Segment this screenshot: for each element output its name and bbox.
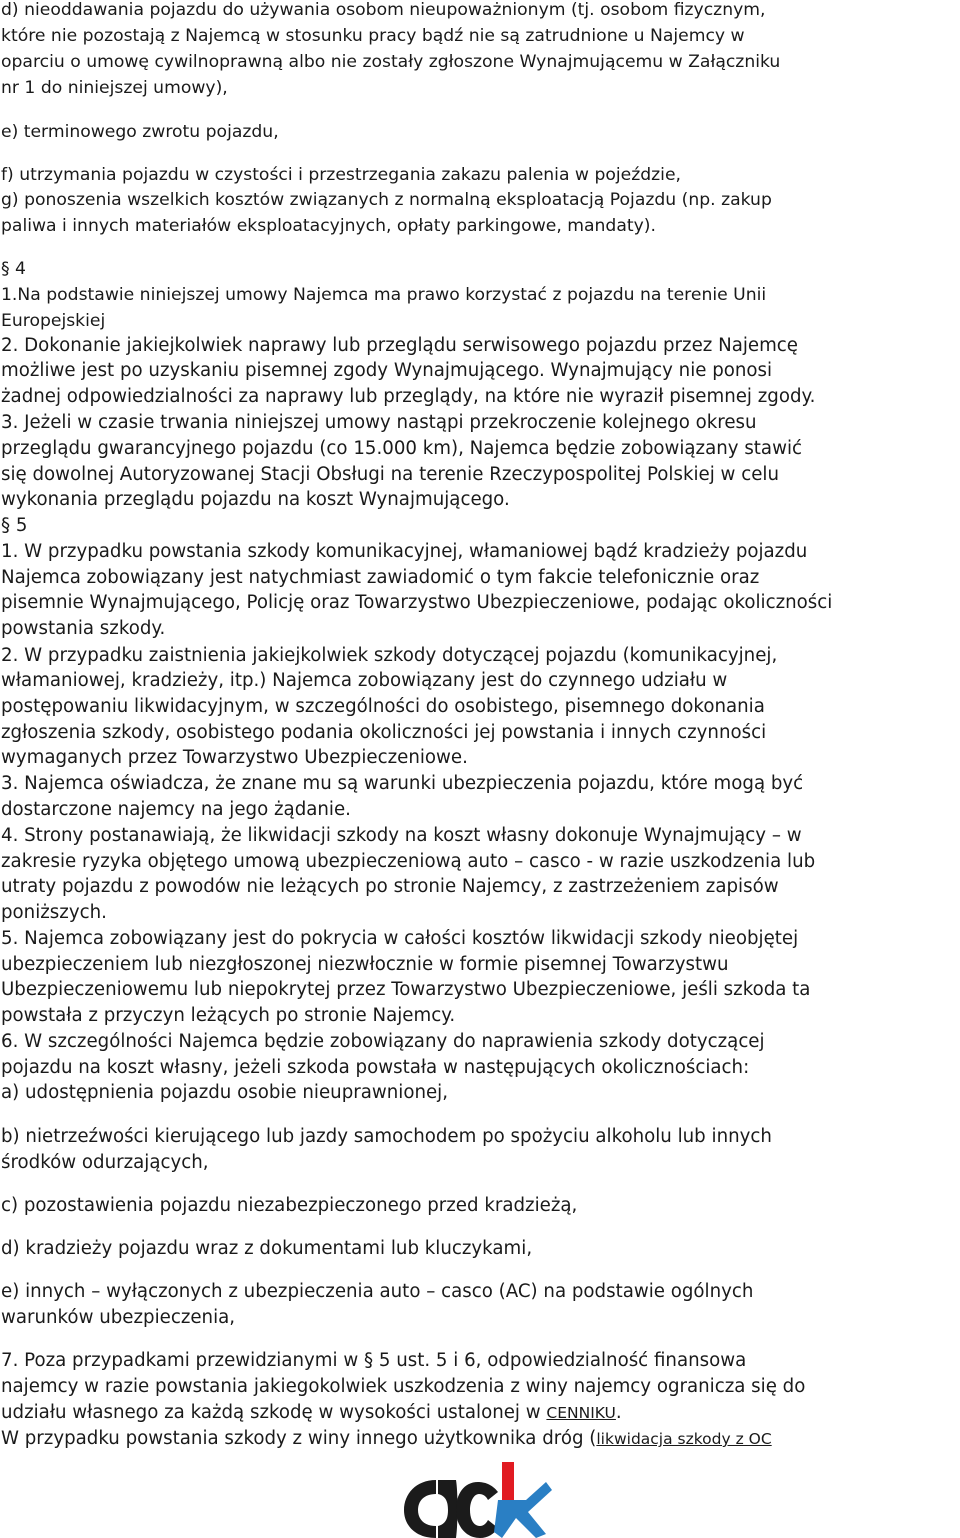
text-line: nr 1 do niniejszej umowy), bbox=[1, 78, 228, 98]
text-line: dostarczone najemcy na jego żądanie. bbox=[1, 799, 351, 820]
text-line: a) udostępnienia pojazdu osobie nieuprawnionej, bbox=[1, 1082, 449, 1103]
text-line: środków odurzających, bbox=[1, 1152, 209, 1173]
text-line: postępowaniu likwidacyjnym, w szczególności do osobistego, pisemnego dokonania bbox=[1, 696, 765, 717]
text-line: g) ponoszenia wszelkich kosztów związanych z normalną eksploatacją Pojazdu (np. zakup bbox=[1, 190, 772, 210]
text-span: udziału własnego za każdą szkodę w wysokości ustalonej w bbox=[1, 1402, 547, 1423]
text-line: wymaganych przez Towarzystwo Ubezpieczeniowe. bbox=[1, 747, 468, 768]
text-line: poniższych. bbox=[1, 902, 107, 923]
cennik-link[interactable]: CENNIKU bbox=[546, 1404, 616, 1422]
text-line: ubezpieczeniem lub niezgłoszonej niezwłocznie w formie pisemnej Towarzystwu bbox=[1, 954, 729, 975]
text-line: d) kradzieży pojazdu wraz z dokumentami lub kluczykami, bbox=[1, 1238, 533, 1259]
text-line: 2. Dokonanie jakiejkolwiek naprawy lub przeglądu serwisowego pojazdu przez Najemcę bbox=[1, 335, 798, 356]
text-line: włamaniowej, kradzieży, itp.) Najemca zobowiązany jest do czynnego udziału w bbox=[1, 670, 728, 691]
text-line: przeglądu gwarancyjnego pojazdu (co 15.000 km), Najemca będzie zobowiązany stawić bbox=[1, 438, 803, 459]
text-line: wykonania przeglądu pojazdu na koszt Wynajmującego. bbox=[1, 489, 510, 510]
text-line: utraty pojazdu z powodów nie leżących po stronie Najemcy, z zastrzeżeniem zapisów bbox=[1, 876, 779, 897]
text-line bbox=[1, 1426, 959, 1453]
text-line: oparciu o umowę cywilnoprawną albo nie zostały zgłoszone Wynajmującemu w Załączniku bbox=[1, 52, 781, 72]
text-line: Najemca zobowiązany jest natychmiast zawiadomić o tym fakcie telefonicznie oraz bbox=[1, 567, 760, 588]
logo-left-mark bbox=[404, 1480, 436, 1538]
text-line: paliwa i innych materiałów eksploatacyjnych, opłaty parkingowe, mandaty). bbox=[1, 216, 656, 236]
text-line: pojazdu na koszt własny, jeżeli szkoda powstała w następujących okolicznościach: bbox=[1, 1057, 750, 1078]
text-line: e) terminowego zwrotu pojazdu, bbox=[1, 122, 279, 142]
text-line: 1.Na podstawie niniejszej umowy Najemca ma prawo korzystać z pojazdu na terenie Unii bbox=[1, 285, 767, 305]
text-span: W przypadku powstania szkody z winy innego użytkownika dróg ( bbox=[1, 1428, 597, 1449]
text-line bbox=[1, 1400, 959, 1427]
text-line: najemcy w razie powstania jakiegokolwiek uszkodzenia z winy najemcy ogranicza się do bbox=[1, 1376, 806, 1397]
text-line: Europejskiej bbox=[1, 311, 106, 331]
text-line: Ubezpieczeniowemu lub niepokrytej przez Towarzystwo Ubezpieczeniowe, jeśli szkoda ta bbox=[1, 979, 811, 1000]
text-line: możliwe jest po uzyskaniu pisemnej zgody Wynajmującego. Wynajmujący nie ponosi bbox=[1, 360, 773, 381]
text-line: powstała z przyczyn leżących po stronie Najemcy. bbox=[1, 1005, 456, 1026]
text-line: f) utrzymania pojazdu w czystości i przestrzegania zakazu palenia w pojeździe, bbox=[1, 165, 681, 185]
text-line: b) nietrzeźwości kierującego lub jazdy samochodem po spożyciu alkoholu lub innych bbox=[1, 1126, 772, 1147]
logo-c-mark bbox=[456, 1482, 498, 1538]
company-logo bbox=[398, 1462, 564, 1538]
text-line: które nie pozostają z Najemcą w stosunku pracy bądź nie są zatrudnione u Najemcy w bbox=[1, 26, 745, 46]
text-line: 3. Najemca oświadcza, że znane mu są warunki ubezpieczenia pojazdu, które mogą być bbox=[1, 773, 804, 794]
logo-left-mark-inner bbox=[438, 1480, 458, 1538]
text-line: warunków ubezpieczenia, bbox=[1, 1307, 236, 1328]
text-line: 5. Najemca zobowiązany jest do pokrycia w całości kosztów likwidacji szkody nieobjętej bbox=[1, 928, 799, 949]
text-line: żadnej odpowiedzialności za naprawy lub przeglądy, na które nie wyraził pisemnej zgody. bbox=[1, 386, 816, 407]
text-line: pisemnie Wynajmującego, Policję oraz Towarzystwo Ubezpieczeniowe, podając okoliczności bbox=[1, 592, 833, 613]
text-line: zgłoszenia szkody, osobistego podania okoliczności jej powstania i innych czynności bbox=[1, 722, 767, 743]
text-line: się dowolnej Autoryzowanej Stacji Obsługi na terenie Rzeczypospolitej Polskiej w celu bbox=[1, 464, 779, 485]
text-line: powstania szkody. bbox=[1, 618, 166, 639]
likwidacja-szkody-oc-link[interactable]: likwidacja szkody z OC bbox=[596, 1430, 772, 1448]
text-line: c) pozostawienia pojazdu niezabezpieczonego przed kradzieżą, bbox=[1, 1195, 578, 1216]
text-line: 7. Poza przypadkami przewidzianymi w § 5 ust. 5 i 6, odpowiedzialność finansowa bbox=[1, 1350, 747, 1371]
text-line: 6. W szczególności Najemca będzie zobowiązany do naprawienia szkody dotyczącej bbox=[1, 1031, 765, 1052]
text-span: . bbox=[615, 1402, 622, 1423]
logo-red-bar bbox=[502, 1462, 514, 1502]
text-line: 1. W przypadku powstania szkody komunikacyjnej, włamaniowej bądź kradzieży pojazdu bbox=[1, 541, 808, 562]
text-line: d) nieoddawania pojazdu do używania osobom nieupoważnionym (tj. osobom fizycznym, bbox=[1, 0, 766, 20]
section-heading: § 4 bbox=[1, 259, 26, 279]
text-line: zakresie ryzyka objętego umową ubezpieczeniową auto – casco - w razie uszkodzenia lub bbox=[1, 851, 816, 872]
text-line: 3. Jeżeli w czasie trwania niniejszej umowy nastąpi przekroczenie kolejnego okresu bbox=[1, 412, 757, 433]
text-line: 2. W przypadku zaistnienia jakiejkolwiek szkody dotyczącej pojazdu (komunikacyjnej, bbox=[1, 645, 778, 666]
text-line: 4. Strony postanawiają, że likwidacji szkody na koszt własny dokonuje Wynajmujący – w bbox=[1, 825, 802, 846]
section-heading: § 5 bbox=[1, 515, 28, 536]
text-line: e) innych – wyłączonych z ubezpieczenia auto – casco (AC) na podstawie ogólnych bbox=[1, 1281, 754, 1302]
